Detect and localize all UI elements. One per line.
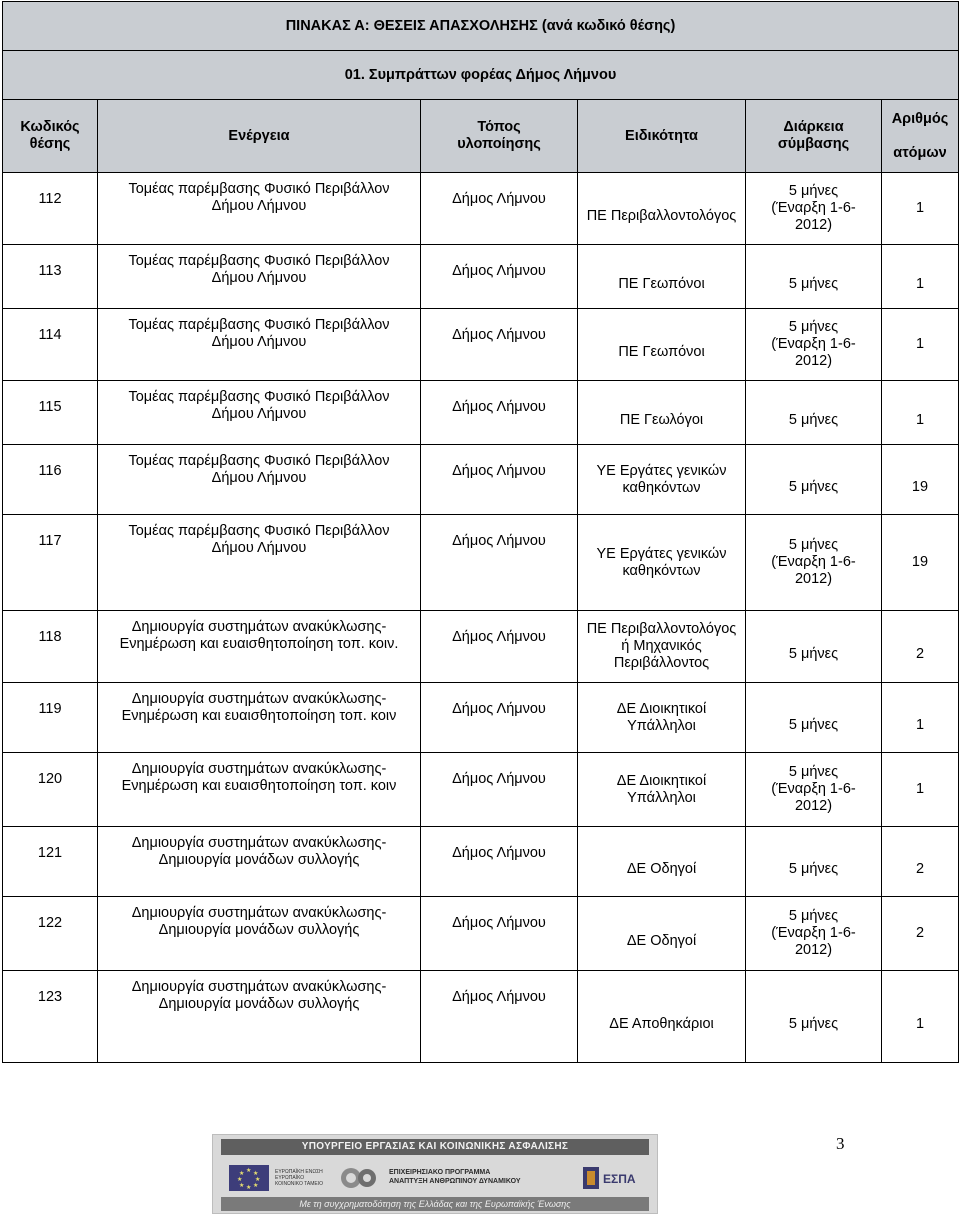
header-code: Κωδικός θέσης — [3, 100, 98, 173]
cell-action: Τομέας παρέμβασης Φυσικό Περιβάλλον Δήμου Λήμνου — [98, 245, 421, 309]
programme-label: ΕΠΙΧΕΙΡΗΣΙΑΚΟ ΠΡΟΓΡΑΜΜΑ ΑΝΑΠΤΥΞΗ ΑΝΘΡΩΠΙΝΟΥ ΔΥΝΑΜΙΚΟΥ — [389, 1169, 521, 1185]
eu-flag-icon: ★ ★ ★ ★ ★ ★ ★ ★ — [229, 1165, 269, 1191]
cell-action: Δημιουργία συστημάτων ανακύκλωσης- Δημιουργία μονάδων συλλογής — [98, 827, 421, 897]
cell-specialty: ΥΕ Εργάτες γενικών καθηκόντων — [578, 445, 746, 515]
table-header-row — [3, 100, 959, 173]
cell-place: Δήμος Λήμνου — [421, 753, 578, 827]
cell-action: Δημιουργία συστημάτων ανακύκλωσης- Δημιουργία μονάδων συλλογής — [98, 971, 421, 1063]
cell-place: Δήμος Λήμνου — [421, 245, 578, 309]
cell-action: Τομέας παρέμβασης Φυσικό Περιβάλλον Δήμου Λήμνου — [98, 173, 421, 245]
table-row — [3, 827, 959, 897]
cell-action: Τομέας παρέμβασης Φυσικό Περιβάλλον Δήμου Λήμνου — [98, 309, 421, 381]
esf-label: ΕΥΡΩΠΑΪΚΗ ΕΝΩΣΗ ΕΥΡΩΠΑΪΚΟ ΚΟΙΝΩΝΙΚΟ ΤΑΜΕΙΟ — [275, 1169, 323, 1187]
cell-specialty: ΔΕ Διοικητικοί Υπάλληλοι — [578, 753, 746, 827]
cell-count: 2 — [882, 827, 959, 897]
cell-count: 1 — [882, 173, 959, 245]
cell-specialty: ΔΕ Διοικητικοί Υπάλληλοι — [578, 683, 746, 753]
cell-count: 1 — [882, 971, 959, 1063]
header-place: Τόπος υλοποίησης — [421, 100, 578, 173]
page-number: 3 — [836, 1134, 845, 1153]
cell-place: Δήμος Λήμνου — [421, 309, 578, 381]
cell-count: 2 — [882, 897, 959, 971]
table-row — [3, 897, 959, 971]
cell-code: 115 — [3, 381, 98, 445]
cell-code: 117 — [3, 515, 98, 611]
cell-place: Δήμος Λήμνου — [421, 611, 578, 683]
cell-code: 121 — [3, 827, 98, 897]
cell-duration: 5 μήνες — [746, 827, 882, 897]
cell-duration: 5 μήνες — [746, 445, 882, 515]
table-row — [3, 309, 959, 381]
table-row — [3, 515, 959, 611]
cell-count: 1 — [882, 381, 959, 445]
table-subtitle: 01. Συμπράττων φορέας Δήμος Λήμνου — [3, 51, 959, 100]
cell-duration: 5 μήνες (Έναρξη 1-6- 2012) — [746, 897, 882, 971]
table-row — [3, 245, 959, 309]
espa-text: ΕΣΠΑ — [603, 1172, 636, 1186]
cell-code: 113 — [3, 245, 98, 309]
cell-place: Δήμος Λήμνου — [421, 683, 578, 753]
cell-place: Δήμος Λήμνου — [421, 445, 578, 515]
cell-place: Δήμος Λήμνου — [421, 971, 578, 1063]
cell-count: 1 — [882, 683, 959, 753]
programme-logo-icon — [337, 1163, 383, 1193]
cell-specialty: ΔΕ Οδηγοί — [578, 827, 746, 897]
cell-code: 116 — [3, 445, 98, 515]
ministry-label: ΥΠΟΥΡΓΕΙΟ ΕΡΓΑΣΙΑΣ ΚΑΙ ΚΟΙΝΩΝΙΚΗΣ ΑΣΦΑΛΙΣΗΣ — [221, 1139, 649, 1155]
cell-specialty: ΠΕ Γεωπόνοι — [578, 245, 746, 309]
cell-duration: 5 μήνες (Έναρξη 1-6- 2012) — [746, 173, 882, 245]
table-row — [3, 173, 959, 245]
cell-count: 1 — [882, 309, 959, 381]
cell-specialty: ΠΕ Γεωλόγοι — [578, 381, 746, 445]
cell-action: Δημιουργία συστημάτων ανακύκλωσης- Ενημέρωση και ευαισθητοποίηση τοπ. κοιν — [98, 683, 421, 753]
cell-place: Δήμος Λήμνου — [421, 515, 578, 611]
cell-specialty: ΠΕ Περιβαλλοντολόγος — [578, 173, 746, 245]
cell-duration: 5 μήνες (Έναρξη 1-6- 2012) — [746, 515, 882, 611]
cell-specialty: ΠΕ Γεωπόνοι — [578, 309, 746, 381]
cell-duration: 5 μήνες — [746, 381, 882, 445]
cell-duration: 5 μήνες — [746, 683, 882, 753]
positions-table — [2, 1, 959, 1063]
table-row — [3, 753, 959, 827]
cell-action: Δημιουργία συστημάτων ανακύκλωσης- Δημιουργία μονάδων συλλογής — [98, 897, 421, 971]
cell-specialty: ΔΕ Αποθηκάριοι — [578, 971, 746, 1063]
table-row — [3, 971, 959, 1063]
espa-logo-icon — [581, 1163, 641, 1193]
cell-place: Δήμος Λήμνου — [421, 897, 578, 971]
header-specialty: Ειδικότητα — [578, 100, 746, 173]
cell-action: Τομέας παρέμβασης Φυσικό Περιβάλλον Δήμου Λήμνου — [98, 515, 421, 611]
table-title-row — [3, 2, 959, 51]
cell-duration: 5 μήνες — [746, 245, 882, 309]
cell-action: Δημιουργία συστημάτων ανακύκλωσης- Ενημέρωση και ευαισθητοποίηση τοπ. κοιν. — [98, 611, 421, 683]
cell-place: Δήμος Λήμνου — [421, 827, 578, 897]
cell-duration: 5 μήνες — [746, 971, 882, 1063]
table-row — [3, 381, 959, 445]
cell-specialty: ΔΕ Οδηγοί — [578, 897, 746, 971]
table-row — [3, 683, 959, 753]
cell-duration: 5 μήνες (Έναρξη 1-6- 2012) — [746, 753, 882, 827]
cell-duration: 5 μήνες — [746, 611, 882, 683]
table-row — [3, 445, 959, 515]
cell-count: 1 — [882, 245, 959, 309]
footer-banner — [212, 1134, 658, 1214]
cell-place: Δήμος Λήμνου — [421, 381, 578, 445]
cell-action: Δημιουργία συστημάτων ανακύκλωσης- Ενημέρωση και ευαισθητοποίηση τοπ. κοιν — [98, 753, 421, 827]
cell-code: 120 — [3, 753, 98, 827]
cell-count: 2 — [882, 611, 959, 683]
cell-count: 19 — [882, 445, 959, 515]
table-row — [3, 611, 959, 683]
cell-duration: 5 μήνες (Έναρξη 1-6- 2012) — [746, 309, 882, 381]
table-title: ΠΙΝΑΚΑΣ Α: ΘΕΣΕΙΣ ΑΠΑΣΧΟΛΗΣΗΣ (ανά κωδικό θέσης) — [3, 2, 959, 51]
cell-code: 112 — [3, 173, 98, 245]
cell-code: 114 — [3, 309, 98, 381]
header-count: Αριθμός ατόμων — [882, 100, 959, 173]
cell-code: 122 — [3, 897, 98, 971]
cell-code: 118 — [3, 611, 98, 683]
cell-specialty: ΥΕ Εργάτες γενικών καθηκόντων — [578, 515, 746, 611]
header-duration: Διάρκεια σύμβασης — [746, 100, 882, 173]
cell-action: Τομέας παρέμβασης Φυσικό Περιβάλλον Δήμου Λήμνου — [98, 381, 421, 445]
cofinancing-label: Με τη συγχρηματοδότηση της Ελλάδας και της Ευρωπαϊκής Ένωσης — [221, 1197, 649, 1211]
cell-count: 19 — [882, 515, 959, 611]
cell-place: Δήμος Λήμνου — [421, 173, 578, 245]
table-subtitle-row — [3, 51, 959, 100]
cell-code: 123 — [3, 971, 98, 1063]
cell-count: 1 — [882, 753, 959, 827]
cell-code: 119 — [3, 683, 98, 753]
header-action: Ενέργεια — [98, 100, 421, 173]
cell-action: Τομέας παρέμβασης Φυσικό Περιβάλλον Δήμου Λήμνου — [98, 445, 421, 515]
cell-specialty: ΠΕ Περιβαλλοντολόγος ή Μηχανικός Περιβάλλοντος — [578, 611, 746, 683]
